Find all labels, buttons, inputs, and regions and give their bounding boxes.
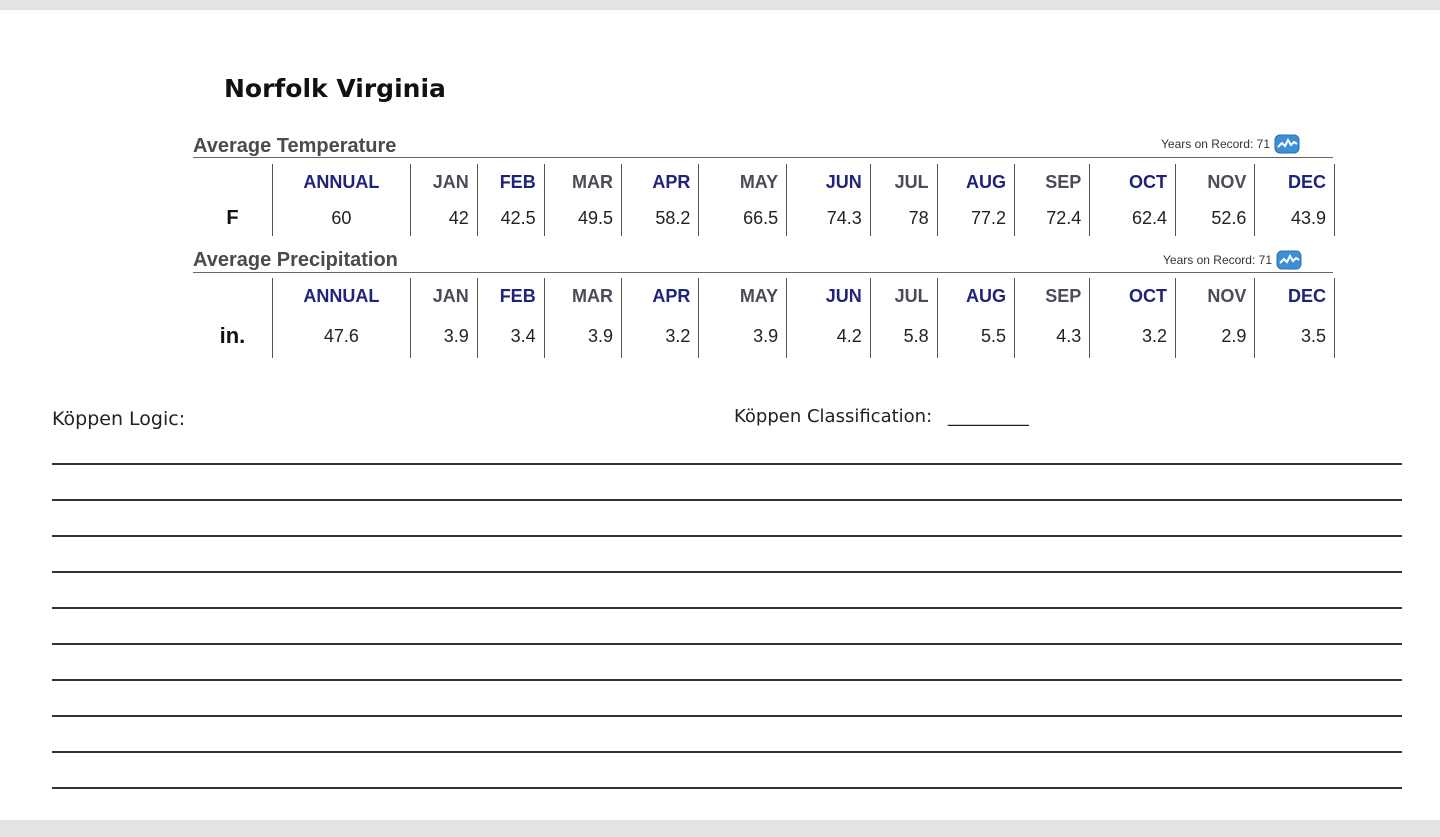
month-header: JUL <box>870 278 937 314</box>
precipitation-unit: in. <box>193 314 272 358</box>
answer-line[interactable] <box>52 787 1402 789</box>
top-margin-bar <box>0 0 1440 10</box>
chart-icon[interactable] <box>1276 250 1302 270</box>
precipitation-years-label: Years on Record: 71 <box>1163 253 1272 267</box>
temperature-header-row <box>193 164 1335 200</box>
answer-line[interactable] <box>52 463 1402 465</box>
temperature-table <box>193 164 1335 236</box>
month-header: ANNUAL <box>272 164 410 200</box>
page-title: Norfolk Virginia <box>224 74 446 103</box>
precipitation-value: 47.6 <box>272 314 410 358</box>
answer-line[interactable] <box>52 607 1402 609</box>
answer-line[interactable] <box>52 571 1402 573</box>
precipitation-value: 3.2 <box>1090 314 1176 358</box>
temperature-heading-rule <box>193 157 1333 158</box>
unit-header-cell <box>193 278 272 314</box>
month-header: OCT <box>1090 164 1176 200</box>
koppen-logic-label: Köppen Logic: <box>52 408 186 430</box>
month-header: JAN <box>410 278 477 314</box>
precipitation-value: 4.3 <box>1015 314 1090 358</box>
precipitation-value: 3.5 <box>1255 314 1335 358</box>
month-header: SEP <box>1015 164 1090 200</box>
precipitation-value: 5.5 <box>937 314 1014 358</box>
month-header: OCT <box>1090 278 1176 314</box>
temperature-value: 49.5 <box>544 200 621 236</box>
month-header: JUL <box>870 164 937 200</box>
koppen-classification-label <box>734 406 1029 427</box>
month-header: JAN <box>410 164 477 200</box>
bottom-margin-bar <box>0 820 1440 837</box>
temperature-value: 62.4 <box>1090 200 1176 236</box>
temperature-years-on-record <box>1161 134 1300 154</box>
temperature-value: 77.2 <box>937 200 1014 236</box>
temperature-value: 42.5 <box>477 200 544 236</box>
temperature-value: 42 <box>410 200 477 236</box>
precipitation-value: 3.2 <box>622 314 699 358</box>
temperature-value: 74.3 <box>787 200 871 236</box>
answer-line[interactable] <box>52 535 1402 537</box>
koppen-classification-blank[interactable]: _________ <box>947 406 1029 427</box>
temperature-value: 66.5 <box>699 200 787 236</box>
month-header: FEB <box>477 164 544 200</box>
month-header: DEC <box>1255 278 1335 314</box>
month-header: MAY <box>699 164 787 200</box>
precipitation-value: 2.9 <box>1175 314 1254 358</box>
month-header: NOV <box>1175 278 1254 314</box>
precipitation-heading: Average Precipitation <box>193 249 398 271</box>
temperature-unit: F <box>193 200 272 236</box>
month-header: ANNUAL <box>272 278 410 314</box>
temperature-years-label: Years on Record: 71 <box>1161 137 1270 151</box>
answer-line[interactable] <box>52 679 1402 681</box>
month-header: APR <box>622 164 699 200</box>
temperature-value: 78 <box>870 200 937 236</box>
month-header: NOV <box>1175 164 1254 200</box>
answer-line[interactable] <box>52 751 1402 753</box>
month-header: SEP <box>1015 278 1090 314</box>
precipitation-header-row <box>193 278 1335 314</box>
answer-line[interactable] <box>52 499 1402 501</box>
precipitation-value: 3.9 <box>699 314 787 358</box>
temperature-value: 52.6 <box>1175 200 1254 236</box>
answer-line[interactable] <box>52 715 1402 717</box>
temperature-value: 72.4 <box>1015 200 1090 236</box>
precipitation-value: 5.8 <box>870 314 937 358</box>
chart-icon[interactable] <box>1274 134 1300 154</box>
precipitation-value: 3.4 <box>477 314 544 358</box>
month-header: MAR <box>544 278 621 314</box>
unit-header-cell <box>193 164 272 200</box>
temperature-value: 43.9 <box>1255 200 1335 236</box>
month-header: FEB <box>477 278 544 314</box>
temperature-heading: Average Temperature <box>193 135 397 157</box>
precipitation-value: 3.9 <box>410 314 477 358</box>
precipitation-years-on-record <box>1163 250 1302 270</box>
temperature-value: 58.2 <box>622 200 699 236</box>
month-header: APR <box>622 278 699 314</box>
koppen-classification-text: Köppen Classification: <box>734 406 933 427</box>
precipitation-heading-rule <box>193 272 1333 273</box>
month-header: AUG <box>937 164 1014 200</box>
precipitation-value: 4.2 <box>787 314 871 358</box>
month-header: MAY <box>699 278 787 314</box>
temperature-value-row <box>193 200 1335 236</box>
month-header: DEC <box>1255 164 1335 200</box>
precipitation-value: 3.9 <box>544 314 621 358</box>
month-header: MAR <box>544 164 621 200</box>
answer-lines[interactable] <box>52 463 1402 823</box>
answer-line[interactable] <box>52 643 1402 645</box>
month-header: JUN <box>787 164 871 200</box>
month-header: AUG <box>937 278 1014 314</box>
precipitation-table <box>193 278 1335 358</box>
month-header: JUN <box>787 278 871 314</box>
temperature-value: 60 <box>272 200 410 236</box>
precipitation-value-row <box>193 314 1335 358</box>
